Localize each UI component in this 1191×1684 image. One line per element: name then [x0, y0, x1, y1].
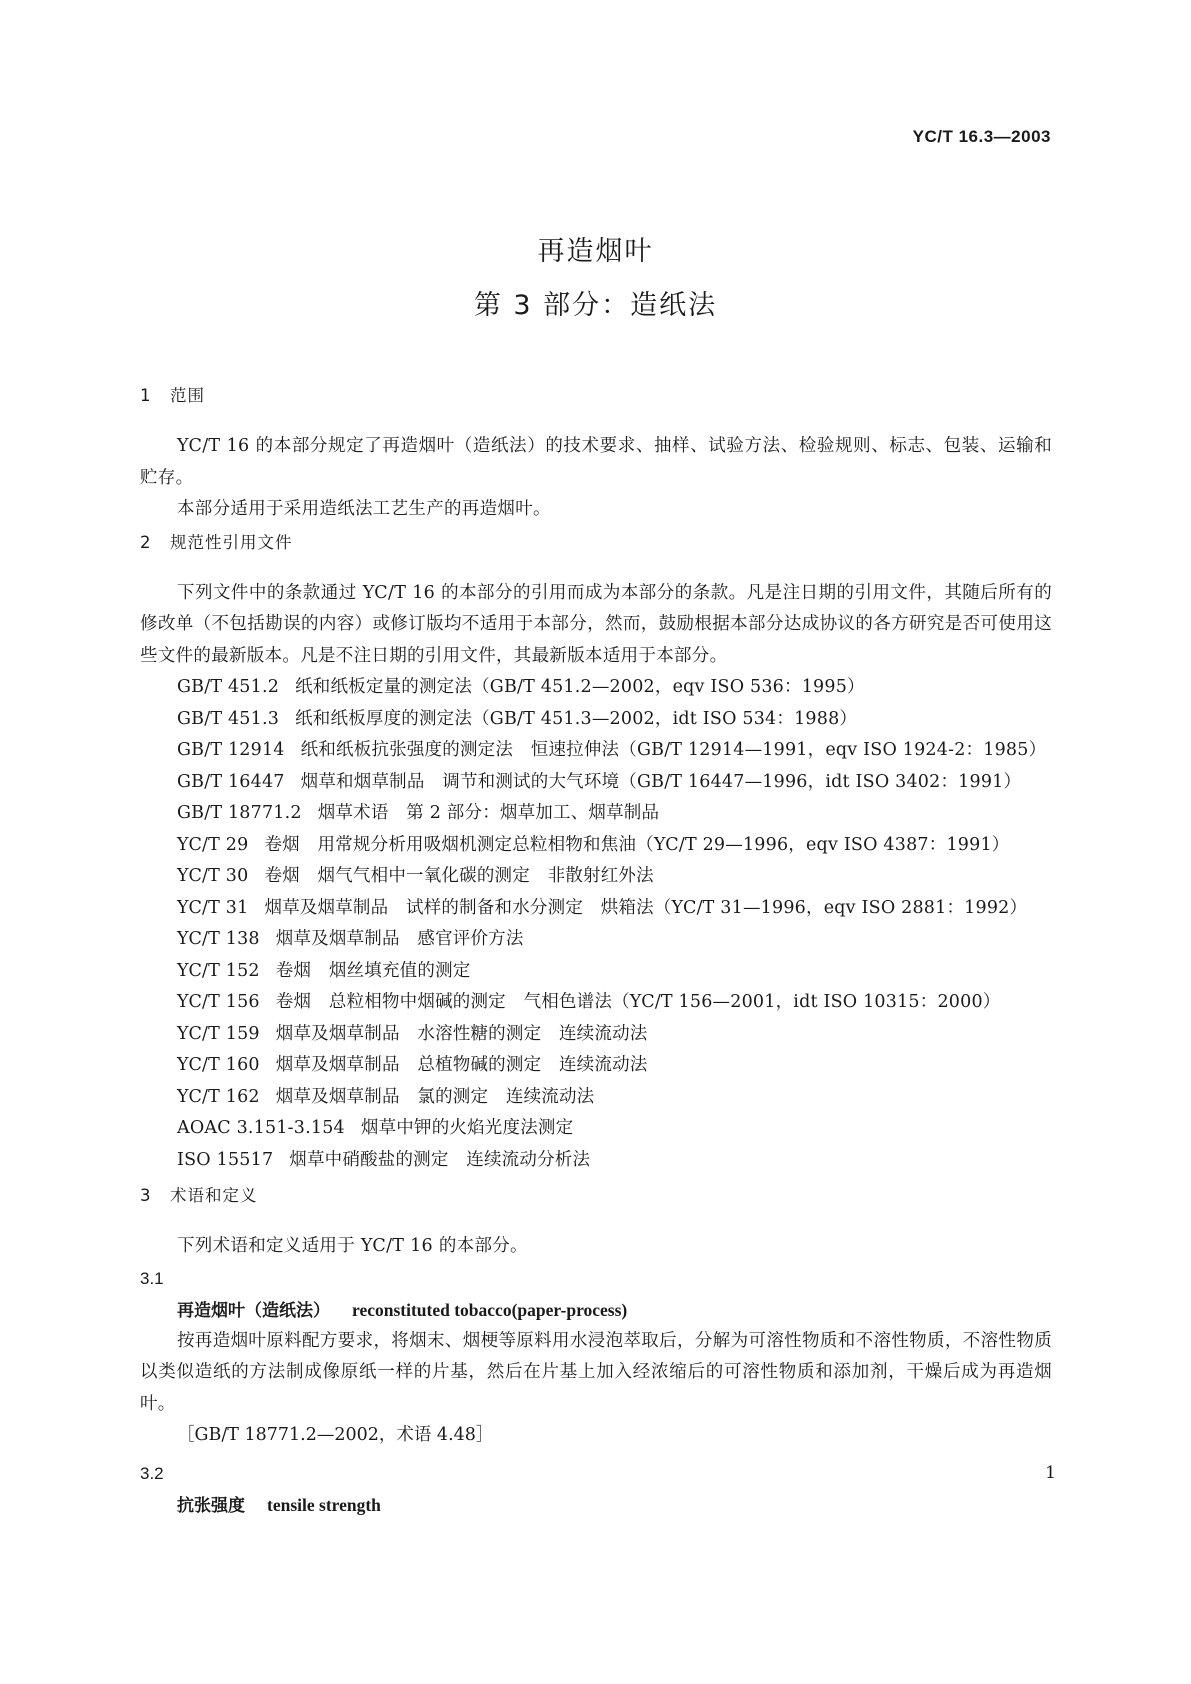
reference-item [140, 830, 1052, 862]
reference-title: 纸和纸板定量的测定法（GB/T 451.2—2002，eqv ISO 536：1995） [295, 677, 865, 697]
section-title: 规范性引用文件 [170, 532, 293, 552]
reference-code: YC/T 159 [177, 1023, 260, 1044]
reference-title: 卷烟 总粒相物中烟碱的测定 气相色谱法（YC/T 156—2001，idt ISO 10315：2000） [275, 992, 1001, 1012]
reference-item [140, 704, 1052, 736]
reference-title: 烟草中钾的火焰光度法测定 [360, 1118, 574, 1138]
reference-code: YC/T 156 [177, 992, 260, 1012]
reference-title: 烟草术语 第 2 部分：烟草加工、烟草制品 [317, 803, 660, 823]
scope-paragraph: YC/T 16 的本部分规定了再造烟叶（造纸法）的技术要求、抽样、试验方法、检验规则、标志、包装、运输和贮存。 [140, 436, 1052, 488]
reference-code: GB/T 12914 [177, 740, 285, 760]
reference-title: 烟草及烟草制品 总植物碱的测定 连续流动法 [275, 1055, 648, 1075]
reference-code: YC/T 162 [177, 1086, 260, 1107]
reference-title: 纸和纸板抗张强度的测定法 恒速拉伸法（GB/T 12914—1991，eqv ISO 1924-2：1985） [300, 740, 1047, 760]
reference-item [140, 956, 1052, 988]
reference-code: AOAC 3.151-3.154 [177, 1118, 345, 1138]
reference-item [140, 1082, 1052, 1114]
reference-list [140, 672, 1052, 1176]
reference-item [140, 1113, 1052, 1145]
clause-number: 3.1 [140, 1268, 164, 1288]
term-entry [140, 1490, 1052, 1521]
reference-title: 烟草中硝酸盐的测定 连续流动分析法 [289, 1149, 591, 1170]
reference-code: YC/T 160 [177, 1055, 260, 1075]
terms-intro: 下列术语和定义适用于 YC/T 16 的本部分。 [177, 1236, 528, 1256]
reference-title: 纸和纸板厚度的测定法（GB/T 451.3—2002，idt ISO 534：1988） [295, 708, 858, 729]
reference-item [140, 1019, 1052, 1051]
section-heading-terms [140, 1184, 1052, 1222]
reference-item [140, 767, 1052, 799]
reference-item [140, 987, 1052, 1019]
term-english: reconstituted tobacco(paper-process) [352, 1299, 628, 1320]
page-number: 1 [1045, 1463, 1056, 1483]
reference-code: GB/T 16447 [177, 771, 285, 792]
reference-title: 卷烟 烟气气相中一氧化碳的测定 非散射红外法 [264, 866, 654, 886]
section-number: 2 [140, 532, 151, 552]
section-number: 1 [140, 386, 151, 405]
reference-code: ISO 15517 [177, 1149, 274, 1170]
term-chinese: 再造烟叶（造纸法） [177, 1300, 330, 1321]
reference-item [140, 735, 1052, 767]
section-heading-references [140, 531, 1052, 569]
reference-title: 卷烟 烟丝填充值的测定 [275, 960, 471, 981]
reference-title: 烟草和烟草制品 调节和测试的大气环境（GB/T 16447—1996，idt ISO 3402：1991） [300, 771, 1022, 792]
reference-item [140, 672, 1052, 704]
document-subtitle: 第 3 部分：造纸法 [473, 290, 718, 321]
reference-code: YC/T 29 [177, 834, 249, 855]
reference-code: YC/T 152 [177, 960, 260, 981]
reference-item [140, 861, 1052, 893]
references-intro: 下列文件中的条款通过 YC/T 16 的本部分的引用而成为本部分的条款。凡是注日期的引用文件，其随后所有的修改单（不包括勘误的内容）或修订版均不适用于本部分，然而，鼓励根据本部分达成协议的各方研究是否可使用这些文件的最新版本。凡是不注日期的引用文件，其最新版本适用于本部分。 [140, 582, 1052, 666]
term-definition: 按再造烟叶原料配方要求，将烟末、烟梗等原料用水浸泡萃取后，分解为可溶性物质和不溶性物质，不溶性物质以类似造纸的方法制成像原纸一样的片基，然后在片基上加入经浓缩后的可溶性物质和添加剂，干燥后成为再造烟叶。 [140, 1330, 1052, 1414]
reference-item [140, 798, 1052, 830]
document-body [140, 384, 1052, 1521]
reference-item [140, 893, 1052, 925]
reference-title: 烟草及烟草制品 氯的测定 连续流动法 [275, 1086, 595, 1107]
reference-title: 烟草及烟草制品 试样的制备和水分测定 烘箱法（YC/T 31—1996，eqv ISO 2881：1992） [264, 897, 1028, 918]
section-heading-scope [140, 384, 1052, 422]
section-number: 3 [140, 1186, 151, 1205]
scope-paragraph: 本部分适用于采用造纸法工艺生产的再造烟叶。 [177, 499, 551, 519]
term-source: ［GB/T 18771.2—2002，术语 4.48］ [177, 1425, 494, 1445]
section-title: 术语和定义 [170, 1186, 258, 1205]
reference-code: GB/T 18771.2 [177, 803, 302, 823]
reference-item [140, 924, 1052, 956]
reference-item [140, 1050, 1052, 1082]
reference-code: GB/T 451.3 [177, 708, 280, 729]
section-title: 范围 [170, 386, 205, 405]
reference-title: 烟草及烟草制品 感官评价方法 [275, 929, 524, 949]
term-entry [140, 1295, 1052, 1326]
term-english: tensile strength [267, 1494, 381, 1515]
reference-code: YC/T 138 [177, 929, 260, 949]
reference-title: 烟草及烟草制品 水溶性糖的测定 连续流动法 [275, 1023, 648, 1044]
clause-number: 3.2 [140, 1463, 164, 1483]
reference-item [140, 1145, 1052, 1177]
reference-code: YC/T 30 [177, 866, 249, 886]
reference-code: YC/T 31 [177, 897, 249, 918]
term-chinese: 抗张强度 [177, 1495, 245, 1516]
document-title: 再造烟叶 [537, 236, 654, 267]
reference-code: GB/T 451.2 [177, 677, 280, 697]
reference-title: 卷烟 用常规分析用吸烟机测定总粒相物和焦油（YC/T 29—1996，eqv ISO 4387：1991） [264, 834, 1010, 855]
standard-code: YC/T 16.3—2003 [912, 127, 1051, 146]
